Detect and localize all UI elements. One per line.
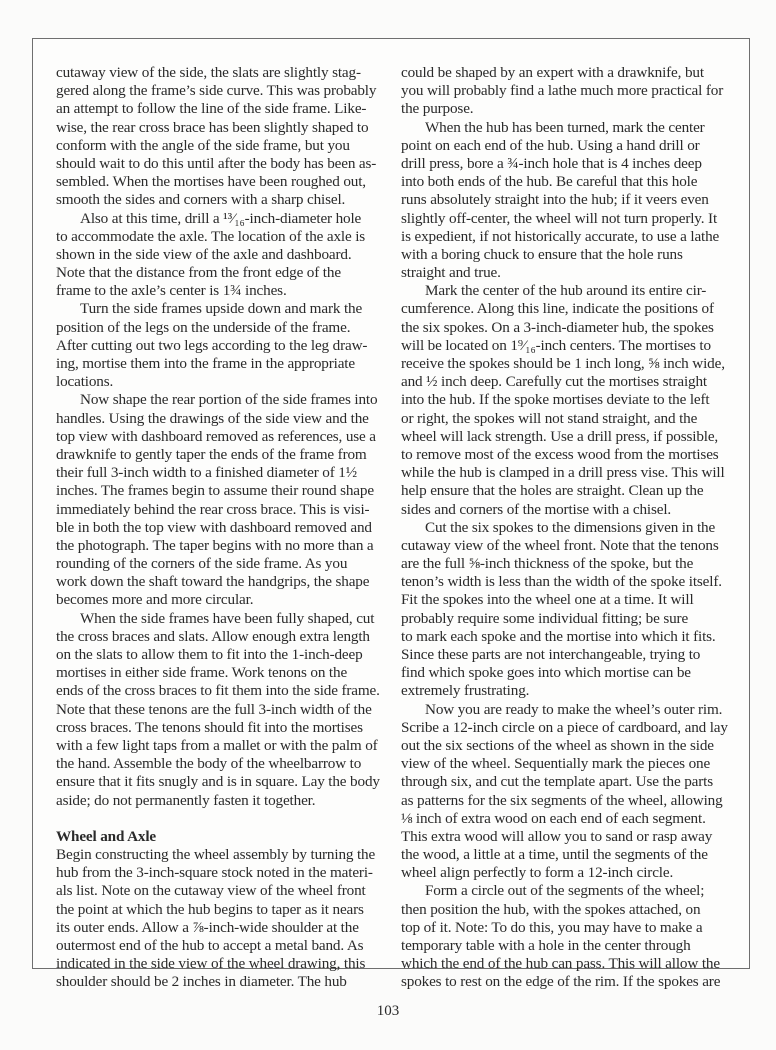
text-line: as patterns for the six segments of the wheel, allowing: [401, 791, 723, 809]
text-line: When the side frames have been fully shaped, cut: [80, 609, 375, 627]
text-line: locations.: [56, 373, 114, 391]
text-line: the six spokes. On a 3-inch-diameter hub, the spokes: [401, 318, 714, 336]
text-line: als list. Note on the cutaway view of the wheel front: [56, 882, 366, 900]
text-line: immediately behind the rear cross brace. This is visi-: [56, 500, 370, 518]
text-line: rounding of the corners of the side frame. As you: [56, 555, 348, 573]
text-line: to remove most of the excess wood from the mortises: [401, 445, 719, 463]
text-line: could be shaped by an expert with a drawknife, but: [401, 64, 704, 81]
text-line: wise, the rear cross brace has been slightly shaped to: [56, 118, 369, 136]
text-line: view of the wheel. Sequentially mark the pieces one: [401, 755, 711, 773]
text-line: with a few light taps from a mallet or with the palm of: [56, 736, 378, 754]
section-heading: Wheel and Axle: [56, 827, 156, 845]
left-text-column: [56, 64, 380, 992]
text-line: while the hub is clamped in a drill press vise. This will: [401, 464, 725, 482]
text-line: its outer ends. Allow a ⅞-inch-wide shoulder at the: [56, 918, 359, 936]
left-column-body-after-heading: [56, 846, 376, 992]
text-line: Cut the six spokes to the dimensions given in the: [425, 518, 716, 536]
text-line: into the hub. If the spoke mortises deviate to the left: [401, 391, 710, 409]
text-line: tenon’s width is less than the width of the spoke itself.: [401, 573, 722, 591]
text-line: the wood, a little at a time, until the segments of the: [401, 846, 708, 864]
text-line: the cross braces and slats. Allow enough extra length: [56, 627, 370, 645]
text-line: into both ends of the hub. Be careful that this hole: [401, 173, 698, 191]
text-line: Scribe a 12-inch circle on a piece of cardboard, and lay: [401, 718, 728, 736]
text-line: probably require some individual fitting; be sure: [401, 609, 689, 627]
text-line: top of it. Note: To do this, you may have to make a: [401, 918, 703, 936]
text-line: Fit the spokes into the wheel one at a time. It will: [401, 591, 694, 609]
text-line: straight and true.: [401, 264, 501, 282]
text-line: shoulder should be 2 inches in diameter. The hub: [56, 973, 347, 991]
text-line: Note that the distance from the front edge of the: [56, 264, 341, 282]
text-line: or right, the spokes will not stand straight, and the: [401, 409, 698, 427]
text-line: cumference. Along this line, indicate the positions of: [401, 300, 714, 318]
right-column-body: [401, 64, 731, 992]
text-line: runs absolutely straight into the hub; if it veers even: [401, 191, 709, 209]
text-line: Begin constructing the wheel assembly by turning the: [56, 846, 376, 864]
text-line: Turn the side frames upside down and mark the: [80, 300, 363, 318]
text-line: spokes to rest on the edge of the rim. If the spokes are: [401, 973, 721, 991]
text-line: conform with the angle of the side frame, but you: [56, 136, 350, 154]
text-line: Now you are ready to make the wheel’s outer rim.: [425, 700, 723, 718]
text-line: ends of the cross braces to fit them into the side frame.: [56, 682, 380, 700]
text-line: inches. The frames begin to assume their round shape: [56, 482, 374, 500]
text-line: point on each end of the hub. Using a hand drill or: [401, 136, 700, 154]
text-line: position of the legs on the underside of the frame.: [56, 318, 351, 336]
text-line: cross braces. The tenons should fit into the mortises: [56, 718, 363, 736]
text-line: then position the hub, with the spokes attached, on: [401, 900, 701, 918]
text-line: gered along the frame’s side curve. This was probably: [56, 82, 377, 100]
text-line: indicated in the side view of the wheel drawing, this: [56, 955, 366, 973]
text-line: with a boring chuck to ensure that the hole runs: [401, 245, 683, 263]
text-line: out the six sections of the wheel as shown in the side: [401, 736, 714, 754]
text-line: Now shape the rear portion of the side frames into: [80, 391, 378, 409]
text-line: smooth the sides and corners with a sharp chisel.: [56, 191, 346, 209]
text-line: wheel align perfectly to form a 12-inch circle.: [401, 864, 674, 882]
text-line: ing, mortise them into the frame in the appropriate: [56, 355, 355, 372]
text-line: receive the spokes should be 1 inch long, ⅝ inch wide,: [401, 355, 725, 372]
text-line: shown in the side view of the axle and dashboard.: [56, 245, 352, 263]
text-line: Form a circle out of the segments of the wheel;: [425, 882, 705, 900]
text-line: cutaway view of the side, the slats are slightly stag-: [56, 64, 361, 81]
text-line: find which spoke goes into which mortise can be: [401, 664, 691, 682]
page-number: 103: [376, 1003, 400, 1019]
text-line: After cutting out two legs according to the leg draw-: [56, 336, 368, 354]
left-column-body-before-heading: [56, 64, 380, 810]
text-line: to mark each spoke and the mortise into which it fits.: [401, 627, 716, 645]
text-line: help ensure that the holes are straight. Clean up the: [401, 482, 704, 500]
text-line: through six, and cut the template apart. Use the parts: [401, 773, 714, 791]
text-line: the point at which the hub begins to taper as it nears: [56, 900, 364, 918]
text-line: drill press, bore a ¾-inch hole that is 4 inches deep: [401, 154, 702, 172]
text-line: frame to the axle’s center is 1¾ inches.: [56, 282, 287, 300]
text-line: sides and corners of the mortise with a chisel.: [401, 500, 672, 518]
text-line: extremely frustrating.: [401, 682, 530, 700]
text-line: aside; do not permanently fasten it together.: [56, 791, 316, 809]
text-line: the hand. Assemble the body of the wheelbarrow to: [56, 755, 362, 773]
text-line: will be located on 1⁹⁄₁₆-inch centers. The mortises to: [401, 336, 711, 354]
text-line: Since these parts are not interchangeable, trying to: [401, 646, 701, 663]
text-line: cutaway view of the wheel front. Note that the tenons: [401, 536, 719, 554]
text-line: slightly off-center, the wheel will not turn properly. It: [401, 209, 718, 227]
text-line: should wait to do this until after the body has been as-: [56, 154, 377, 172]
text-line: an attempt to follow the line of the side frame. Like-: [56, 100, 367, 118]
text-line: Note that these tenons are the full 3-inch width of the: [56, 700, 372, 718]
text-line: becomes more and more circular.: [56, 591, 254, 609]
text-line: on the slats to allow them to fit into the 1-inch-deep: [56, 646, 363, 663]
text-line: mortises in either side frame. Work tenons on the: [56, 664, 348, 682]
text-line: Mark the center of the hub around its entire cir-: [425, 282, 707, 300]
text-line: Also at this time, drill a ¹³⁄₁₆-inch-diameter hole: [80, 209, 362, 227]
text-line: which the end of the hub can pass. This will allow the: [401, 955, 720, 973]
text-line: temporary table with a hole in the center through: [401, 937, 691, 954]
text-line: is expedient, if not historically accurate, to use a lathe: [401, 227, 720, 245]
text-line: sembled. When the mortises have been roughed out,: [56, 173, 366, 191]
text-line: ble in both the top view with dashboard removed and: [56, 518, 372, 536]
text-line: to accommodate the axle. The location of the axle is: [56, 227, 366, 245]
text-line: handles. Using the drawings of the side view and the: [56, 409, 369, 427]
text-line: drawknife to gently taper the ends of the frame from: [56, 445, 367, 463]
text-line: and ½ inch deep. Carefully cut the mortises straight: [401, 373, 707, 391]
text-line: ⅛ inch of extra wood on each end of each segment.: [401, 809, 706, 827]
text-line: top view with dashboard removed as references, use a: [56, 427, 376, 445]
text-line: their full 3-inch width to a finished diameter of 1½: [56, 464, 357, 482]
text-line: When the hub has been turned, mark the center: [425, 118, 705, 136]
text-line: ensure that it fits snugly and is in square. Lay the body: [56, 773, 380, 791]
right-text-column: [401, 64, 731, 992]
text-line: the photograph. The taper begins with no more than a: [56, 536, 374, 554]
text-line: you will probably find a lathe much more practical for: [401, 82, 724, 100]
text-line: This extra wood will allow you to sand or rasp away: [401, 827, 713, 845]
text-line: wheel will lack strength. Use a drill press, if possible,: [401, 427, 719, 445]
text-line: outermost end of the hub to accept a metal band. As: [56, 937, 364, 954]
text-line: work down the shaft toward the handgrips, the shape: [56, 573, 370, 591]
text-line: the purpose.: [401, 100, 474, 118]
section-gap: [56, 810, 376, 828]
text-line: are the full ⅝-inch thickness of the spoke, but the: [401, 555, 694, 573]
text-line: hub from the 3-inch-square stock noted in the materi-: [56, 864, 373, 882]
